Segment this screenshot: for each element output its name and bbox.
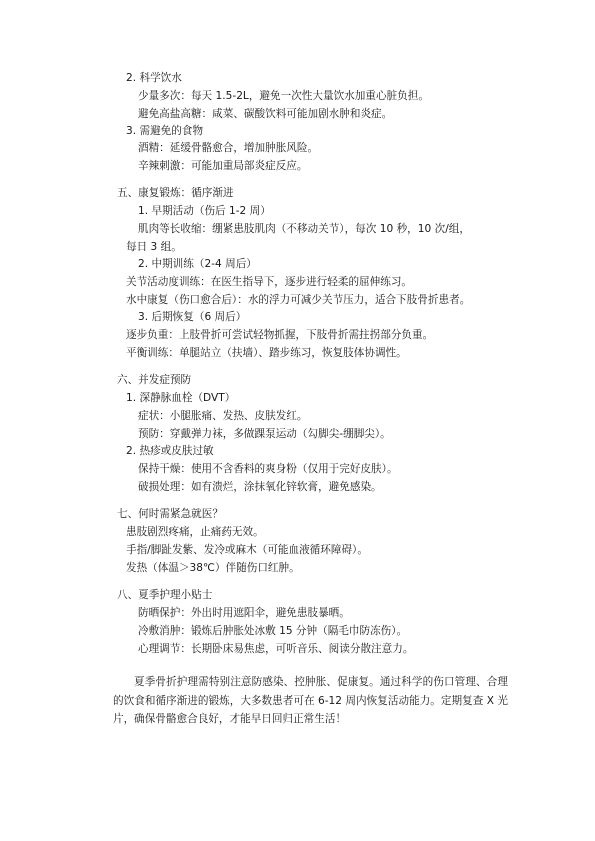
text-line: 少量多次：每天 1.5-2L，避免一次性大量饮水加重心脏负担。 <box>138 90 429 102</box>
text-line: 手指/脚趾发紫、发冷或麻木（可能血液循环障碍）。 <box>126 544 368 556</box>
text-line: 肌肉等长收缩：绷紧患肢肌肉（不移动关节），每次 10 秒，10 次/组， <box>138 223 470 235</box>
subheading-mid: 2. 中期训练（2-4 周后） <box>138 258 257 270</box>
text-line: 发热（体温＞38℃）伴随伤口红肿。 <box>126 562 300 574</box>
text-line: 酒精：延缓骨骼愈合，增加肿胀风险。 <box>138 142 319 154</box>
text-line: 破损处理：如有溃烂，涂抹氧化锌软膏，避免感染。 <box>138 481 382 493</box>
section-heading-summer-tips: 八、夏季护理小贴士 <box>117 589 213 601</box>
subheading-hydration: 2. 科学饮水 <box>126 72 182 84</box>
text-line: 辛辣刺激：可能加重局部炎症反应。 <box>138 160 308 172</box>
text-line: 水中康复（伤口愈合后）：水的浮力可减少关节压力，适合下肢骨折患者。 <box>126 294 471 306</box>
text-line: 保持干燥：使用不含香料的爽身粉（仅用于完好皮肤）。 <box>138 463 398 475</box>
summary-paragraph: 夏季骨折护理需特别注意防感染、控肿胀、促康复。通过科学的伤口管理、合理的饮食和循序渐进的锻炼，大多数患者可在 6-12 周内恢复活动能力。定期复查 X 光片，确保骨骼愈合良好，才能早日回归正常生活！ <box>113 676 508 725</box>
text-line: 患肢剧烈疼痛，止痛药无效。 <box>126 526 264 538</box>
subheading-rash: 2. 热疹或皮肤过敏 <box>126 445 214 457</box>
text-line: 每日 3 组。 <box>126 241 182 253</box>
section-heading-rehab: 五、康复锻炼：循序渐进 <box>117 187 234 199</box>
text-line: 预防：穿戴弹力袜，多做踝泵运动（勾脚尖-绷脚尖）。 <box>138 428 391 440</box>
section-heading-complications: 六、并发症预防 <box>117 374 192 386</box>
text-line: 平衡训练：单腿站立（扶墙）、踏步练习，恢复肢体协调性。 <box>126 347 407 359</box>
text-line: 避免高盐高糖：咸菜、碳酸饮料可能加剧水肿和炎症。 <box>138 108 393 120</box>
subheading-avoid-foods: 3. 需避免的食物 <box>126 125 204 137</box>
subheading-late: 3. 后期恢复（6 周后） <box>138 311 247 323</box>
text-line: 关节活动度训练：在医生指导下，逐步进行轻柔的屈伸练习。 <box>126 276 413 288</box>
subheading-early: 1. 早期活动（伤后 1-2 周） <box>138 205 271 217</box>
subheading-dvt: 1. 深静脉血栓（DVT） <box>126 392 236 404</box>
text-line: 逐步负重：上肢骨折可尝试轻物抓握，下肢骨折需拄拐部分负重。 <box>126 329 434 341</box>
text-line: 心理调节：长期卧床易焦虑，可听音乐、阅读分散注意力。 <box>138 643 414 655</box>
section-heading-emergency: 七、何时需紧急就医？ <box>117 508 223 520</box>
text-line: 症状：小腿胀痛、发热、皮肤发红。 <box>138 410 308 422</box>
text-line: 防晒保护：外出时用遮阳伞，避免患肢暴晒。 <box>138 607 350 619</box>
text-line: 冷敷消肿：锻炼后肿胀处冰敷 15 分钟（隔毛巾防冻伤）。 <box>138 625 408 637</box>
